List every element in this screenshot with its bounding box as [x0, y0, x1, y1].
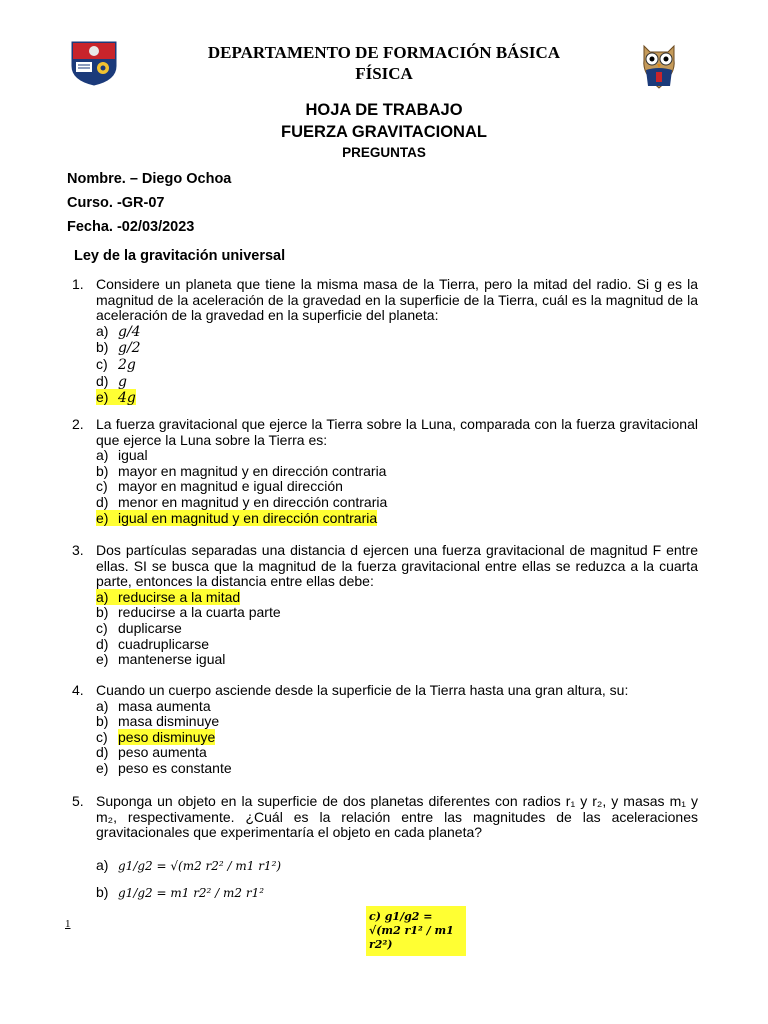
- question-1: [72, 277, 698, 407]
- option-b: b) reducirse a la cuarta parte: [96, 604, 281, 621]
- option-a: a) igual: [96, 447, 148, 464]
- option-d: d) peso aumenta: [96, 744, 207, 761]
- option-d: d) g: [96, 372, 127, 390]
- section-label: PREGUNTAS: [342, 145, 426, 160]
- option-c: c) mayor en magnitud e igual dirección: [96, 478, 343, 495]
- question-number: 1.: [72, 276, 84, 292]
- option-d: d) cuadruplicarse: [96, 635, 210, 652]
- sheet-title: HOJA DE TRABAJO: [305, 101, 463, 119]
- section-title: Ley de la gravitación universal: [74, 248, 286, 264]
- option-a: a) g/4: [96, 322, 141, 340]
- option-b: b) masa disminuye: [96, 713, 220, 730]
- student-date: Fecha. -02/03/2023: [67, 219, 195, 235]
- worksheet-title: [0, 99, 768, 143]
- option-c-answer: c) peso disminuye: [96, 728, 216, 745]
- option-a: a) masa aumenta: [96, 697, 211, 714]
- option-e: e) mantenerse igual: [96, 651, 226, 668]
- question-text: La fuerza gravitacional que ejerce la Tierra sobre la Luna, comparada con la fuerza gravitacional que ejerce la Luna sobre la Tierra es:: [96, 416, 698, 448]
- question-number: 4.: [72, 682, 84, 698]
- question-5: [72, 794, 698, 905]
- student-name: Nombre. – Diego Ochoa: [67, 171, 232, 187]
- question-3: [72, 543, 698, 668]
- option-b: b) g/2: [96, 339, 141, 357]
- option-e-answer: e) 4g: [96, 389, 136, 407]
- option-e: e) peso es constante: [96, 759, 232, 776]
- department-name: DEPARTAMENTO DE FORMACIÓN BÁSICA: [207, 43, 561, 62]
- option-b: b) mayor en magnitud y en dirección contraria: [96, 462, 387, 479]
- question-number: 3.: [72, 542, 84, 558]
- question-4: [72, 683, 698, 777]
- option-e-answer: e) igual en magnitud y en dirección contraria: [96, 509, 378, 526]
- option-c: c) duplicarse: [96, 619, 182, 636]
- option-d: d) menor en magnitud y en dirección contraria: [96, 493, 388, 510]
- question-2: [72, 417, 698, 526]
- question-text: Considere un planeta que tiene la misma masa de la Tierra, pero la mitad del radio. Si g es la magnitud de la aceleración de la gravedad en la superficie de la Tierra, cuál es la magnitud de la aceleración de la gravedad en la superficie del planeta:: [96, 276, 698, 324]
- question-text: Dos partículas separadas una distancia d ejercen una fuerza gravitacional de magnitud F entre ellas. SI se busca que la magnitud de la fuerza gravitacional entre ellas se reduzca a la cuarta parte, entonces la distancia entre ellas debe:: [96, 542, 698, 590]
- header-title: [0, 42, 768, 84]
- topic-title: FUERZA GRAVITACIONAL: [281, 123, 487, 141]
- question-number: 5.: [72, 793, 84, 809]
- highlighted-answer-c: c) g1/g2 = √(m2 r1² / m1 r2²): [366, 906, 466, 956]
- option-a: a) g1/g2 = √(m2 r2² / m1 r1²): [96, 856, 282, 873]
- question-text: Suponga un objeto en la superficie de dos planetas diferentes con radios r₁ y r₂, y masas m₁ y m₂, respectivamente. ¿Cuál es la relación entre las magnitudes de las aceleraciones gravitacionales que experimentaría el objeto en cada planeta?: [96, 793, 698, 841]
- option-c: c) 2g: [96, 355, 136, 373]
- option-a-answer: a) reducirse a la mitad: [96, 588, 241, 605]
- question-text: Cuando un cuerpo asciende desde la superficie de la Tierra hasta una gran altura, su:: [96, 682, 629, 698]
- page-number: 1: [65, 918, 71, 930]
- student-course: Curso. -GR-07: [67, 195, 165, 211]
- subject-name: FÍSICA: [355, 64, 413, 83]
- option-b: b) g1/g2 = m1 r2² / m2 r1²: [96, 883, 265, 900]
- question-number: 2.: [72, 416, 84, 432]
